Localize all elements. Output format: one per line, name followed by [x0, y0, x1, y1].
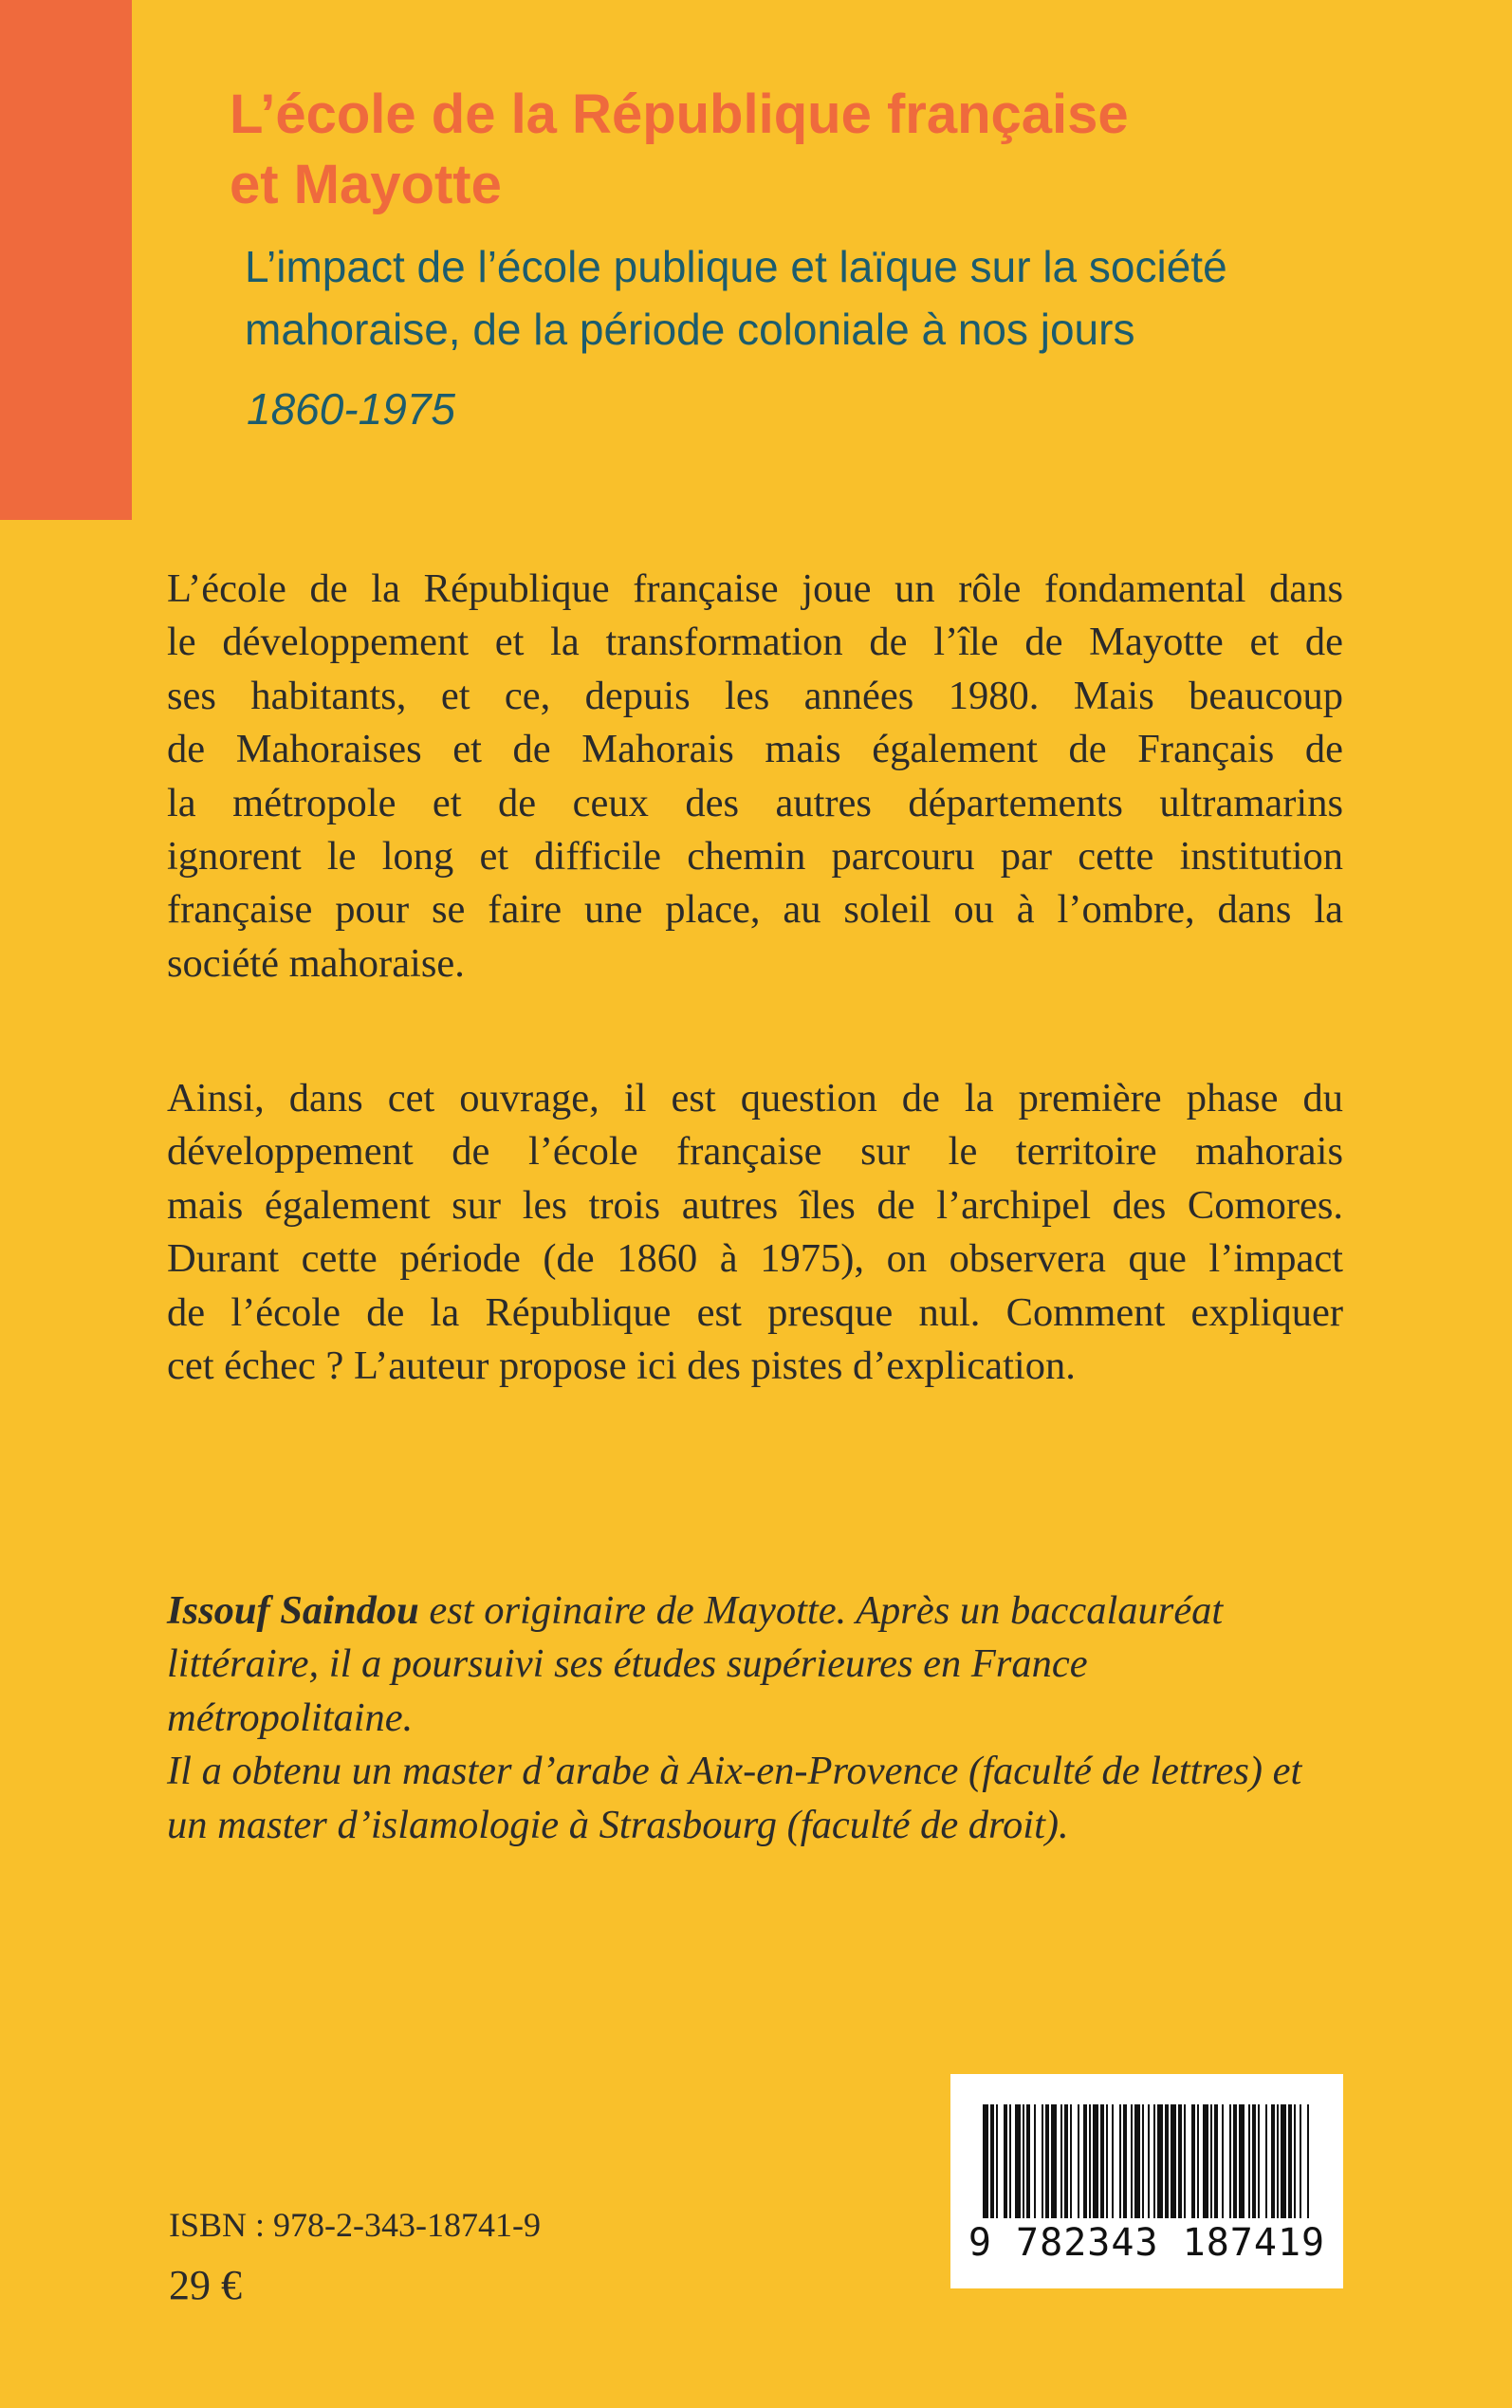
barcode-digits: 9 782343 187419 — [968, 2221, 1326, 2265]
bio-line: littéraire, il a poursuivi ses études supérieures en France métropolitaine. — [167, 1641, 1088, 1740]
book-subtitle-line-1: L’impact de l’école publique et laïque sur la société — [245, 242, 1227, 291]
book-title-line-1: L’école de la République française — [230, 83, 1129, 145]
isbn: ISBN : 978-2-343-18741-9 — [169, 2206, 541, 2244]
author-bio — [167, 1584, 1343, 1852]
book-title — [230, 80, 1368, 220]
book-subtitle-line-2: mahoraise, de la période coloniale à nos jours — [245, 305, 1135, 354]
paragraph-line: ignorent le long et difficile chemin parcouru par cette institution — [167, 834, 1343, 880]
accent-bar — [0, 0, 132, 520]
paragraph-line: française pour se faire une place, au soleil ou à l’ombre, dans la — [167, 887, 1343, 933]
paragraph-line: Durant cette période (de 1860 à 1975), on observera que l’impact — [167, 1236, 1343, 1282]
book-years: 1860-1975 — [247, 384, 455, 434]
bio-line: Il a obtenu un master d’arabe à Aix-en-Provence (faculté de lettres) et — [167, 1749, 1302, 1794]
bio-first-line-rest: est originaire de Mayotte. Après un baccalauréat — [418, 1588, 1224, 1633]
book-subtitle — [245, 235, 1383, 361]
barcode-icon — [979, 2104, 1315, 2218]
paragraph-line: L’école de la République française joue un rôle fondamental dans — [167, 566, 1343, 611]
paragraph-line: de l’école de la République est presque nul. Comment expliquer — [167, 1289, 1343, 1335]
paragraph-line: société mahoraise. — [167, 940, 465, 986]
bio-line: un master d’islamologie à Strasbourg (faculté de droit). — [167, 1802, 1069, 1847]
book-title-line-2: et Mayotte — [230, 154, 502, 215]
summary-paragraph-1 — [167, 563, 1343, 991]
summary-paragraph-2 — [167, 1072, 1343, 1393]
barcode — [950, 2074, 1343, 2288]
paragraph-line: Ainsi, dans cet ouvrage, il est question de la première phase du — [167, 1076, 1343, 1121]
paragraph-line: développement de l’école française sur le territoire mahorais — [167, 1129, 1343, 1175]
price: 29 € — [169, 2262, 242, 2308]
paragraph-line: la métropole et de ceux des autres départements ultramarins — [167, 780, 1343, 825]
author-name: Issouf Saindou — [167, 1588, 419, 1633]
paragraph-line: mais également sur les trois autres îles de l’archipel des Comores. — [167, 1182, 1343, 1228]
paragraph-line: cet échec ? L’auteur propose ici des pistes d’explication. — [167, 1343, 1076, 1389]
paragraph-line: de Mahoraises et de Mahorais mais également de Français de — [167, 727, 1343, 772]
paragraph-line: le développement et la transformation de l’île de Mayotte et de — [167, 620, 1343, 665]
bio-line — [167, 1584, 1343, 1638]
paragraph-line: ses habitants, et ce, depuis les années 1980. Mais beaucoup — [167, 673, 1343, 718]
